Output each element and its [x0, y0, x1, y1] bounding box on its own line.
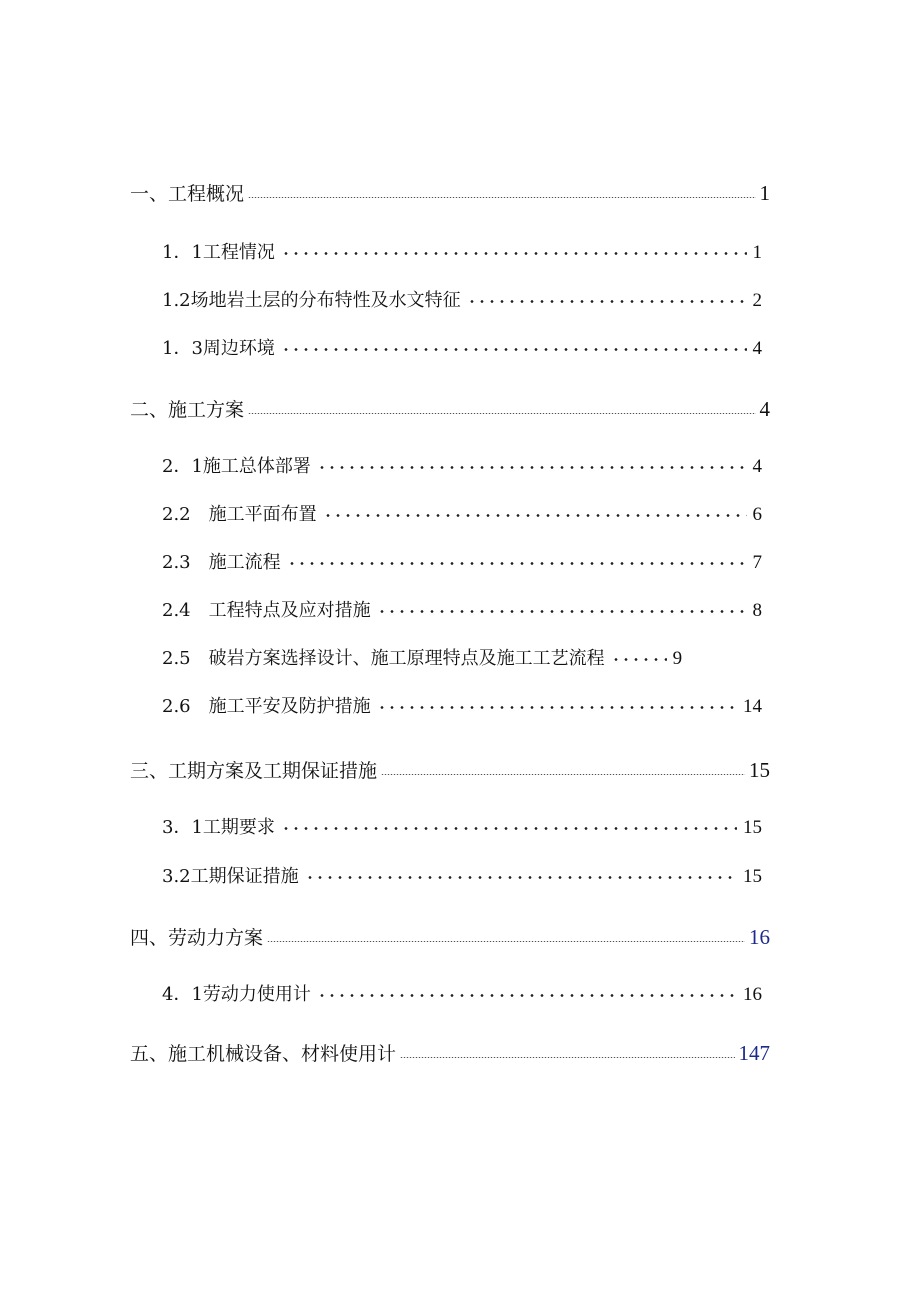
dot-leader — [248, 413, 755, 414]
toc-page-number: 8 — [752, 600, 762, 621]
toc-entry-label: 3．1工期要求 — [162, 817, 275, 838]
toc-page-number: 2 — [752, 290, 762, 311]
dot-leader — [305, 876, 737, 879]
toc-entry-label: 2.2 施工平面布置 — [162, 504, 317, 525]
toc-entry-label: 3.2工期保证措施 — [162, 866, 299, 887]
toc-page-number: 14 — [743, 696, 762, 717]
dot-leader — [381, 774, 745, 775]
toc-entry-1-3[interactable] — [162, 339, 762, 358]
dot-leader — [611, 658, 667, 661]
toc-entry-2-6[interactable] — [162, 697, 762, 716]
toc-entry-1-2[interactable] — [162, 291, 762, 310]
dot-leader — [317, 466, 747, 469]
toc-entry-label: 2．1施工总体部署 — [162, 456, 311, 477]
toc-entry-chapter-5[interactable] — [130, 1043, 770, 1064]
toc-entry-label: 1.2场地岩土层的分布特性及水文特征 — [162, 290, 461, 311]
toc-page-number: 16 — [743, 984, 762, 1005]
dot-leader — [267, 941, 745, 942]
toc-page-number: 4 — [759, 397, 770, 421]
toc-page-number: 4 — [752, 338, 762, 359]
toc-entry-1-1[interactable] — [162, 243, 762, 262]
toc-entry-label: 四、劳动力方案 — [130, 927, 264, 949]
toc-page-number: 16 — [749, 925, 770, 949]
toc-entry-label: 三、工期方案及工期保证措施 — [130, 760, 378, 782]
toc-entry-label: 2.6 施工平安及防护措施 — [162, 696, 371, 717]
dot-leader — [248, 197, 755, 198]
toc-entry-label: 1．3周边环境 — [162, 338, 275, 359]
dot-leader — [467, 300, 747, 303]
toc-entry-label: 2.3 施工流程 — [162, 552, 281, 573]
toc-entry-chapter-1[interactable] — [130, 183, 770, 204]
dot-leader — [281, 252, 747, 255]
toc-entry-2-3[interactable] — [162, 553, 762, 572]
toc-page-number: 9 — [672, 648, 683, 669]
toc-entry-3-1[interactable] — [162, 818, 762, 837]
toc-entry-2-5[interactable] — [162, 649, 762, 668]
toc-entry-2-1[interactable] — [162, 457, 762, 476]
toc-page-number: 147 — [738, 1041, 770, 1065]
toc-page-number: 4 — [752, 456, 762, 477]
toc-entry-label: 1．1工程情况 — [162, 242, 275, 263]
dot-leader — [317, 994, 737, 997]
toc-entry-label: 2.5 破岩方案选择设计、施工原理特点及施工工艺流程 — [162, 648, 605, 669]
toc-page-number: 7 — [752, 552, 762, 573]
toc-entry-chapter-3[interactable] — [130, 760, 770, 781]
dot-leader — [377, 706, 737, 709]
dot-leader — [323, 514, 747, 517]
dot-leader — [281, 348, 747, 351]
toc-page-number: 6 — [752, 504, 762, 525]
toc-page-number: 15 — [743, 866, 762, 887]
toc-entry-label: 2.4 工程特点及应对措施 — [162, 600, 371, 621]
dot-leader — [400, 1057, 734, 1058]
toc-entry-4-1[interactable] — [162, 985, 762, 1004]
toc-page-number: 15 — [743, 817, 762, 838]
toc-entry-2-4[interactable] — [162, 601, 762, 620]
toc-entry-label: 4．1劳动力使用计 — [162, 984, 311, 1005]
toc-entry-2-2[interactable] — [162, 505, 762, 524]
dot-leader — [281, 827, 737, 830]
toc-page-number: 15 — [749, 758, 770, 782]
toc-entry-label: 二、施工方案 — [130, 399, 245, 421]
toc-entry-label: 一、工程概况 — [130, 183, 245, 205]
toc-entry-chapter-2[interactable] — [130, 399, 770, 420]
toc-entry-chapter-4[interactable] — [130, 927, 770, 948]
toc-page-number: 1 — [759, 181, 770, 205]
dot-leader — [377, 610, 747, 613]
toc-entry-3-2[interactable] — [162, 867, 762, 886]
toc-page-number: 1 — [752, 242, 762, 263]
dot-leader — [287, 562, 747, 565]
toc-entry-label: 五、施工机械设备、材料使用计 — [130, 1043, 397, 1065]
